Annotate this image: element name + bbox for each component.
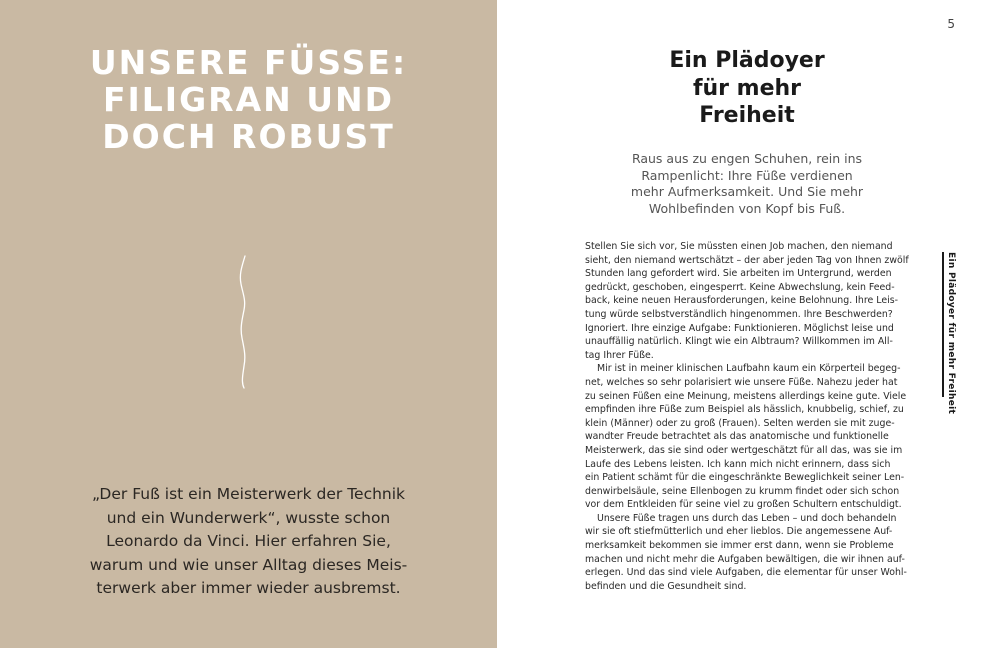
page-number: 5 <box>947 17 955 31</box>
chapter-title <box>60 44 437 155</box>
body-line: Ignoriert. Ihre einzige Aufgabe: Funktionieren. Möglichst leise und <box>585 322 894 334</box>
body-line: Unsere Füße tragen uns durch das Leben – und doch behandeln <box>597 512 897 524</box>
body-line: ein Patient schämt für die eingeschränkte Beweglichkeit seiner Len- <box>585 472 905 484</box>
body-line: Meisterwerk, das sie sind oder wertgeschätzt für all das, was sie im <box>585 444 903 456</box>
lead-line: Raus aus zu engen Schuhen, rein ins <box>631 151 863 166</box>
chapter-title-line: FILIGRAN UND <box>102 80 395 119</box>
body-line: befinden und die Gesundheit sind. <box>585 580 747 592</box>
body-paragraph <box>585 362 915 512</box>
body-paragraph <box>585 240 915 362</box>
body-line: wir sie oft stiefmütterlich und eher lieblos. Die angemessene Auf- <box>585 526 893 538</box>
body-line: Stunden lang gefordert wird. Sie arbeiten im Untergrund, werden <box>585 268 892 280</box>
quote-line: Leonardo da Vinci. Hier erfahren Sie, <box>106 532 391 550</box>
body-line: vor dem Entkleiden für seine viel zu großen Schultern entschuldigt. <box>585 499 902 511</box>
body-line: tag Ihrer Füße. <box>585 349 654 361</box>
lead-line: mehr Aufmerksamkeit. Und Sie mehr <box>630 184 864 200</box>
body-line: merksamkeit bekommen sie immer erst dann, wenn sie Probleme <box>585 540 894 552</box>
article-title <box>637 47 857 130</box>
body-line: back, keine neuen Herausforderungen, keine Belohnung. Ihre Leis- <box>585 295 898 307</box>
article-title-line: Freiheit <box>699 103 795 128</box>
body-line: gedrückt, geschoben, eingesperrt. Keine Abwechslung, kein Feed- <box>585 281 895 293</box>
body-line: wandter Freude betrachtet als das anatomische und funktionelle <box>585 431 889 443</box>
lead-paragraph <box>612 151 882 217</box>
body-line: empfinden ihre Füße zum Beispiel als hässlich, knubbelig, schief, zu <box>585 404 904 416</box>
body-line: klein (Männer) oder zu groß (Frauen). Selten werden sie mit zuge- <box>585 417 895 429</box>
body-line: Stellen Sie sich vor, Sie müssten einen Job machen, den niemand <box>585 241 893 252</box>
article-title-line: Ein Plädoyer <box>669 48 825 73</box>
chapter-title-line: UNSERE FÜSSE: <box>89 43 408 82</box>
body-line: denwirbelsäule, seine Ellenbogen zu krumm findet oder sich schon <box>585 485 900 497</box>
side-tab-label: Ein Plädoyer für mehr Freiheit <box>946 252 956 415</box>
body-line: sieht, den niemand wertschätzt – der aber jeden Tag von Ihnen zwölf <box>585 254 909 266</box>
body-line: unauffällig natürlich. Klingt wie ein Albtraum? Willkommen im All- <box>585 336 893 348</box>
intro-quote <box>80 483 417 601</box>
body-line: Laufe des Lebens leisten. Ich kann mich nicht erinnern, dass sich <box>585 458 891 470</box>
body-line: machen und nicht mehr die Aufgaben bewältigen, die wir ihnen auf- <box>585 553 905 565</box>
chapter-title-line: DOCH ROBUST <box>102 117 395 156</box>
body-line: tung würde selbstverständlich hingenommen. Ihre Beschwerden? <box>585 308 893 320</box>
side-chapter-tab <box>942 252 958 415</box>
quote-line: warum und wie unser Alltag dieses Meis- <box>89 555 408 574</box>
right-page <box>497 0 995 648</box>
body-line: net, welches so sehr polarisiert wie unsere Füße. Nahezu jeder hat <box>585 376 898 388</box>
quote-line: terwerk aber immer wieder ausbremst. <box>96 579 401 597</box>
lead-line: Rampenlicht: Ihre Füße verdienen <box>641 167 853 183</box>
article-title-line: für mehr <box>692 75 802 101</box>
wavy-line-ornament <box>228 254 258 390</box>
left-page <box>0 0 497 648</box>
body-line: zu seinen Füßen eine Meinung, meistens allerdings keine gute. Viele <box>585 390 907 402</box>
quote-line: „Der Fuß ist ein Meisterwerk der Technik <box>91 485 406 503</box>
lead-line: Wohlbefinden von Kopf bis Fuß. <box>648 200 846 216</box>
body-line: Mir ist in meiner klinischen Laufbahn kaum ein Körperteil begeg- <box>597 363 901 375</box>
body-paragraph <box>585 512 915 594</box>
quote-line: und ein Wunderwerk“, wusste schon <box>106 508 391 527</box>
body-line: erlegen. Und das sind viele Aufgaben, die elementar für unser Wohl- <box>585 567 907 579</box>
body-text <box>585 240 915 593</box>
